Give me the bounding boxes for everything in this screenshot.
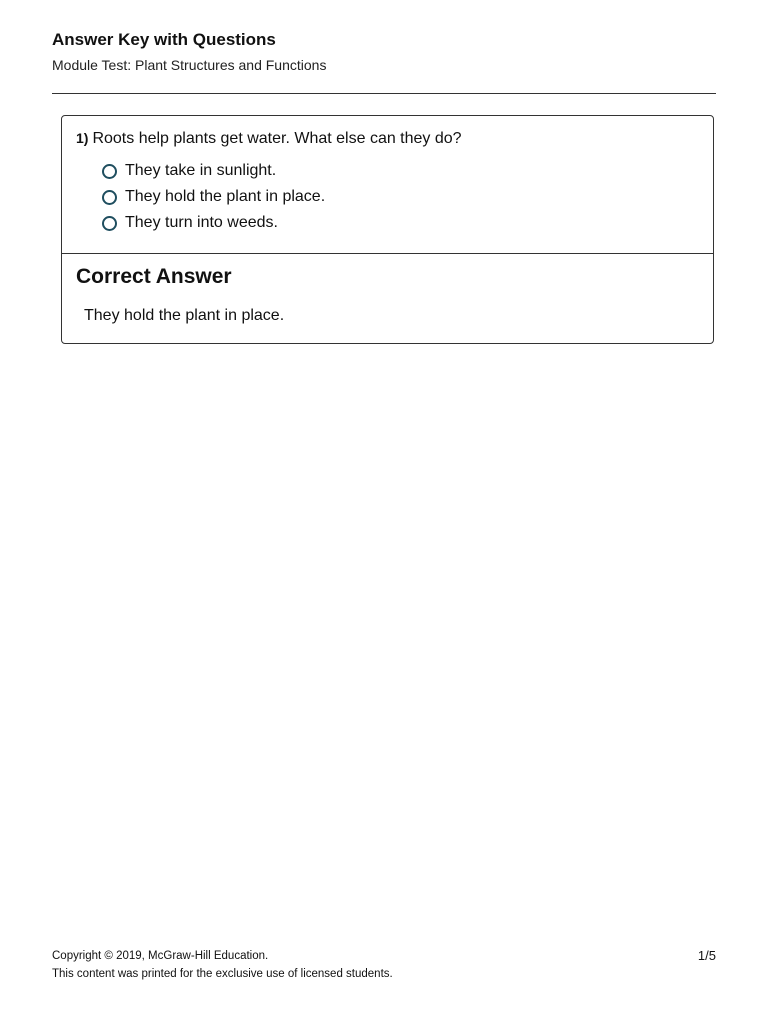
radio-circle-icon[interactable] bbox=[102, 190, 117, 205]
copyright-text: Copyright © 2019, McGraw-Hill Education. bbox=[52, 950, 269, 962]
radio-circle-icon[interactable] bbox=[102, 164, 117, 179]
document-header bbox=[52, 30, 716, 74]
correct-answer-heading: Correct Answer bbox=[76, 265, 232, 288]
option-label: They turn into weeds. bbox=[125, 214, 278, 231]
document-subtitle: Module Test: Plant Structures and Functions bbox=[52, 57, 327, 73]
question-prompt bbox=[76, 128, 699, 149]
question-text: Roots help plants get water. What else can they do? bbox=[92, 130, 462, 147]
correct-answer-section bbox=[62, 254, 713, 326]
question-number: 1) bbox=[76, 130, 89, 146]
license-notice: This content was printed for the exclusive use of licensed students. bbox=[52, 968, 393, 980]
answer-option[interactable] bbox=[102, 213, 699, 233]
question-card bbox=[61, 115, 714, 344]
correct-answer-text: They hold the plant in place. bbox=[84, 307, 285, 324]
header-divider bbox=[52, 93, 716, 94]
option-label: They hold the plant in place. bbox=[125, 188, 326, 205]
answer-option[interactable] bbox=[102, 187, 699, 207]
answer-options bbox=[102, 161, 699, 233]
option-label: They take in sunlight. bbox=[125, 162, 277, 179]
document-title: Answer Key with Questions bbox=[52, 30, 276, 49]
radio-circle-icon[interactable] bbox=[102, 216, 117, 231]
page-footer bbox=[52, 947, 716, 983]
page-number: 1/5 bbox=[697, 948, 716, 963]
answer-option[interactable] bbox=[102, 161, 699, 181]
question-section bbox=[62, 116, 713, 254]
